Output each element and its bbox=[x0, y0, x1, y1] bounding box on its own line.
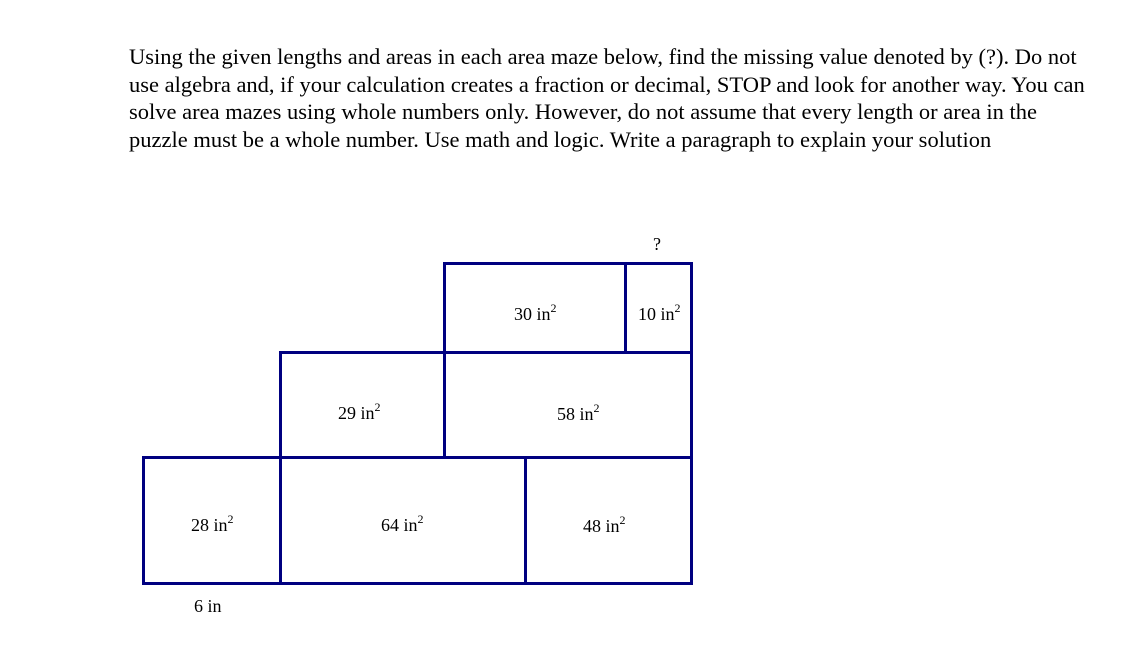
instructions-paragraph: Using the given lengths and areas in each area maze below, find the missing value denoted by (?). Do not use algebra and, if your calculation creates a fraction or decimal, STOP and look for another way. You can solve area mazes using whole numbers only. However, do not assume that every length or area in the puzzle must be a whole number. Use math and logic. Write a paragraph to explain your solution bbox=[129, 44, 1085, 152]
area-value: 30 in bbox=[514, 304, 551, 324]
area-label-48 bbox=[583, 513, 626, 536]
unit-superscript: 2 bbox=[550, 301, 557, 315]
area-value: 58 in bbox=[557, 404, 594, 424]
unit-superscript: 2 bbox=[417, 512, 424, 526]
unit-superscript: 2 bbox=[374, 400, 381, 414]
area-label-58 bbox=[557, 401, 600, 424]
area-label-29 bbox=[338, 400, 381, 423]
area-value: 10 in bbox=[638, 304, 675, 324]
unit-superscript: 2 bbox=[619, 513, 626, 527]
area-label-28 bbox=[191, 512, 234, 535]
unit-superscript: 2 bbox=[227, 512, 234, 526]
unit-superscript: 2 bbox=[593, 401, 600, 415]
area-label-30 bbox=[514, 301, 557, 324]
area-value: 29 in bbox=[338, 403, 375, 423]
area-label-64 bbox=[381, 512, 424, 535]
area-label-10 bbox=[638, 301, 681, 324]
unit-superscript: 2 bbox=[674, 301, 681, 315]
unknown-length-label: ? bbox=[653, 234, 661, 254]
area-value: 28 in bbox=[191, 515, 228, 535]
area-value: 64 in bbox=[381, 515, 418, 535]
area-value: 48 in bbox=[583, 516, 620, 536]
bottom-length-label: 6 in bbox=[194, 596, 222, 616]
